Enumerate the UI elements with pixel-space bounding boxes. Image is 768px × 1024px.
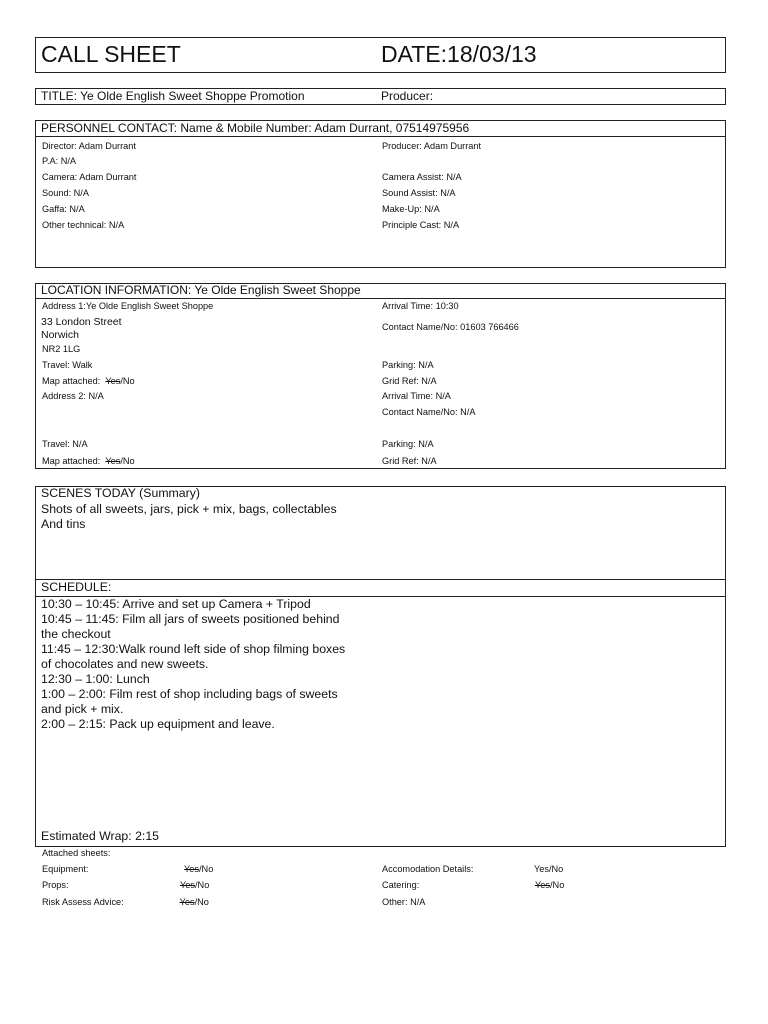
call-sheet-title: CALL SHEET xyxy=(41,41,181,67)
personnel-other-technical: Other technical: N/A xyxy=(42,220,125,230)
personnel-divider xyxy=(35,136,726,137)
location-divider xyxy=(35,298,726,299)
schedule-divider-top xyxy=(35,579,726,580)
risk-no: /No xyxy=(194,897,209,907)
scenes-line-2: And tins xyxy=(41,517,86,531)
personnel-gaffa: Gaffa: N/A xyxy=(42,204,85,214)
attached-sheets-heading: Attached sheets: xyxy=(42,848,111,858)
location-city: Norwich xyxy=(41,329,79,341)
personnel-camera-assist: Camera Assist: N/A xyxy=(382,172,462,182)
producer-label: Producer: xyxy=(381,89,434,103)
call-sheet-date: DATE:18/03/13 xyxy=(381,41,537,67)
personnel-camera: Camera: Adam Durrant xyxy=(42,172,137,182)
personnel-box xyxy=(35,120,726,268)
personnel-sound: Sound: N/A xyxy=(42,188,89,198)
production-title: TITLE: Ye Olde English Sweet Shoppe Promotion xyxy=(41,89,305,103)
props-no: /No xyxy=(195,880,210,890)
schedule-line: and pick + mix. xyxy=(41,702,124,716)
schedule-line: of chocolates and new sweets. xyxy=(41,657,209,671)
accomodation-label: Accomodation Details: xyxy=(382,864,474,874)
equipment-value xyxy=(184,864,213,874)
personnel-heading: PERSONNEL CONTACT: Name & Mobile Number: Adam Durrant, 07514975956 xyxy=(41,121,470,135)
map-yes-struck: Yes xyxy=(105,456,121,466)
personnel-pa: P.A: N/A xyxy=(42,156,77,166)
schedule-line: 12:30 – 1:00: Lunch xyxy=(41,672,150,686)
personnel-make-up: Make-Up: N/A xyxy=(382,204,440,214)
location-travel-2: Travel: N/A xyxy=(42,439,88,449)
location-contact-2: Contact Name/No: N/A xyxy=(382,407,476,417)
map-yes-struck: Yes xyxy=(105,376,121,386)
schedule-line: 10:45 – 11:45: Film all jars of sweets positioned behind xyxy=(41,612,340,626)
location-postcode: NR2 1LG xyxy=(42,344,81,354)
estimated-wrap: Estimated Wrap: 2:15 xyxy=(41,829,160,843)
props-yes-struck: Yes xyxy=(180,880,195,890)
location-parking-1: Parking: N/A xyxy=(382,360,434,370)
schedule-heading: SCHEDULE: xyxy=(41,580,112,594)
schedule-line: the checkout xyxy=(41,627,111,641)
location-street: 33 London Street xyxy=(41,316,122,328)
location-contact-1: Contact Name/No: 01603 766466 xyxy=(382,322,519,332)
schedule-line: 11:45 – 12:30:Walk round left side of shop filming boxes xyxy=(41,642,346,656)
equipment-label: Equipment: xyxy=(42,864,89,874)
location-map-attached-1 xyxy=(42,376,135,386)
other-sheets: Other: N/A xyxy=(382,897,426,907)
location-map-attached-2 xyxy=(42,456,135,466)
location-heading: LOCATION INFORMATION: Ye Olde English Sweet Shoppe xyxy=(41,283,361,297)
location-grid-ref-1: Grid Ref: N/A xyxy=(382,376,437,386)
personnel-director: Director: Adam Durrant xyxy=(42,141,136,151)
catering-value xyxy=(535,880,564,890)
location-parking-2: Parking: N/A xyxy=(382,439,434,449)
props-value xyxy=(180,880,209,890)
risk-yes-struck: Yes xyxy=(179,897,195,907)
accomodation-value: Yes/No xyxy=(534,864,564,874)
schedule-line: 2:00 – 2:15: Pack up equipment and leave. xyxy=(41,717,275,731)
scenes-line-1: Shots of all sweets, jars, pick + mix, bags, collectables xyxy=(41,502,337,516)
map-no: /No xyxy=(120,376,135,386)
scenes-heading: SCENES TODAY (Summary) xyxy=(41,486,200,500)
catering-no: /No xyxy=(550,880,565,890)
location-address-2: Address 2: N/A xyxy=(42,391,104,401)
props-label: Props: xyxy=(42,880,69,890)
location-travel-1: Travel: Walk xyxy=(42,360,93,370)
equipment-no: /No xyxy=(199,864,214,874)
personnel-sound-assist: Sound Assist: N/A xyxy=(382,188,456,198)
map-attached-label: Map attached: xyxy=(42,456,101,466)
location-arrival-1: Arrival Time: 10:30 xyxy=(382,301,459,311)
equipment-yes-struck: Yes xyxy=(184,864,199,874)
risk-assess-label: Risk Assess Advice: xyxy=(42,897,124,907)
schedule-line: 1:00 – 2:00: Film rest of shop including bags of sweets xyxy=(41,687,338,701)
risk-assess-value xyxy=(177,897,209,907)
location-address-1: Address 1:Ye Olde English Sweet Shoppe xyxy=(42,301,214,311)
location-arrival-2: Arrival Time: N/A xyxy=(382,391,451,401)
map-attached-label: Map attached: xyxy=(42,376,101,386)
catering-yes-struck: Yes xyxy=(535,880,550,890)
personnel-principle-cast: Principle Cast: N/A xyxy=(382,220,460,230)
personnel-producer: Producer: Adam Durrant xyxy=(382,141,482,151)
schedule-line: 10:30 – 10:45: Arrive and set up Camera + Tripod xyxy=(41,597,311,611)
map-no: /No xyxy=(120,456,135,466)
catering-label: Catering: xyxy=(382,880,420,890)
location-grid-ref-2: Grid Ref: N/A xyxy=(382,456,437,466)
